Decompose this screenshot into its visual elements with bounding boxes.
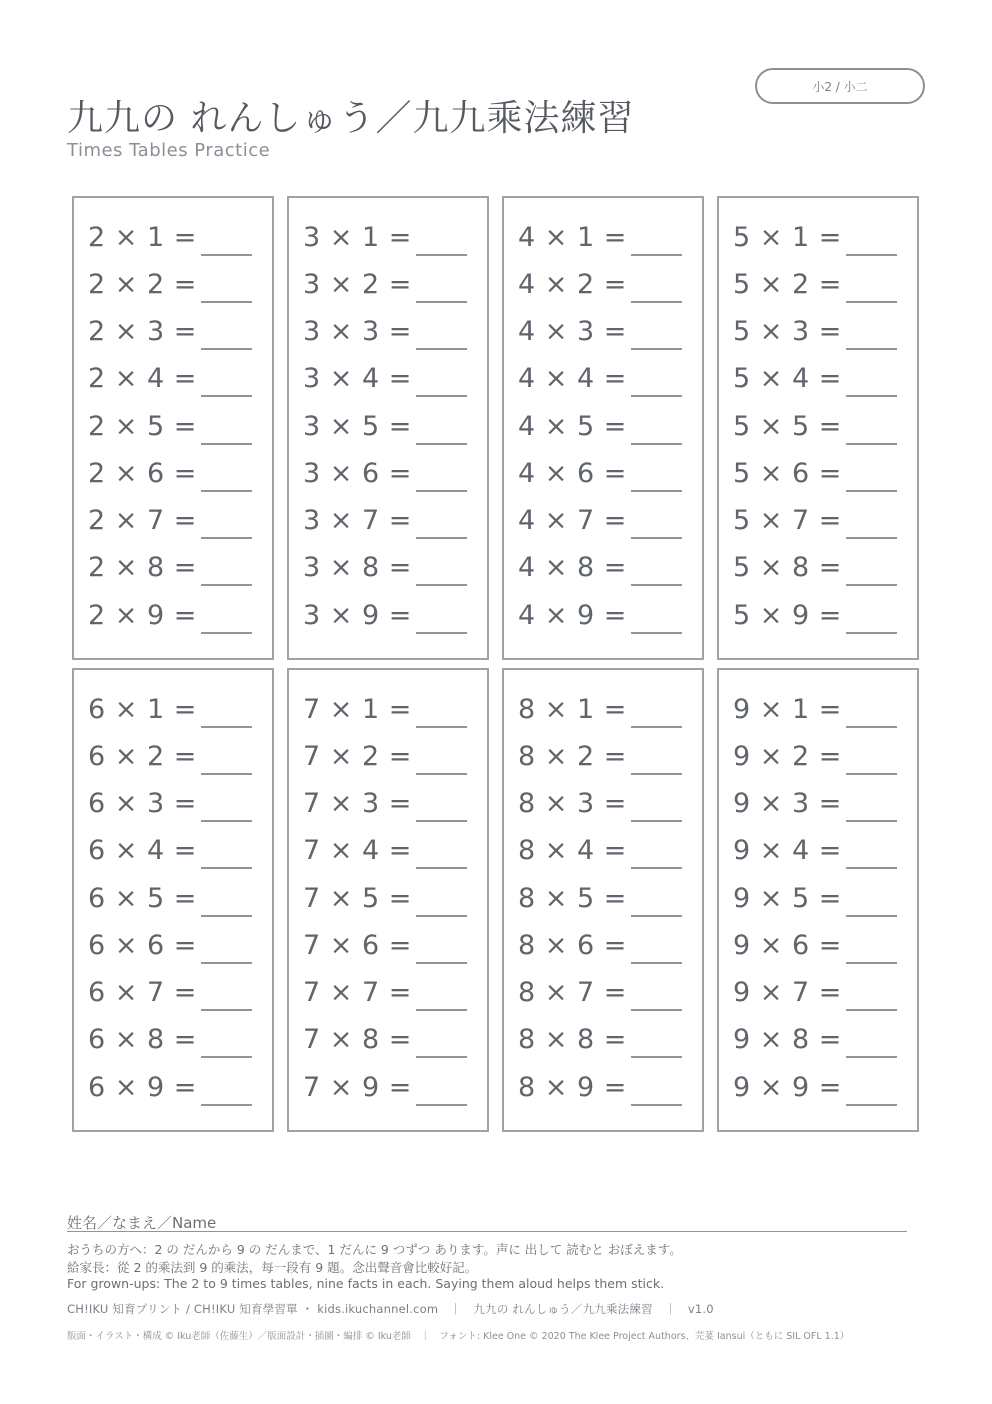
problem-expression: 8 × 7 = — [518, 976, 627, 1008]
problem-row — [303, 500, 483, 540]
problem-expression: 6 × 5 = — [88, 882, 197, 914]
problem-row — [518, 500, 698, 540]
answer-blank — [416, 726, 467, 728]
problem-expression: 6 × 2 = — [88, 740, 197, 772]
answer-blank — [416, 254, 467, 256]
problem-expression: 4 × 5 = — [518, 410, 627, 442]
times-table-card-8 — [502, 668, 704, 1132]
problem-row — [733, 783, 913, 823]
problem-expression: 8 × 2 = — [518, 740, 627, 772]
problem-expression: 5 × 5 = — [733, 410, 842, 442]
answer-blank — [846, 584, 897, 586]
problem-expression: 7 × 9 = — [303, 1071, 412, 1103]
times-table-card-6 — [72, 668, 274, 1132]
problem-expression: 5 × 3 = — [733, 315, 842, 347]
problem-expression: 6 × 8 = — [88, 1023, 197, 1055]
problem-row — [88, 547, 268, 587]
problem-expression: 2 × 6 = — [88, 457, 197, 489]
answer-blank — [631, 773, 682, 775]
answer-blank — [846, 632, 897, 634]
problem-row — [733, 217, 913, 257]
answer-blank — [416, 537, 467, 539]
problem-row — [518, 264, 698, 304]
problem-row — [518, 878, 698, 918]
problem-expression: 4 × 6 = — [518, 457, 627, 489]
problem-row — [733, 972, 913, 1012]
answer-blank — [416, 301, 467, 303]
problem-row — [518, 595, 698, 635]
answer-blank — [846, 820, 897, 822]
answer-blank — [846, 726, 897, 728]
problem-expression: 3 × 8 = — [303, 551, 412, 583]
problem-row — [733, 925, 913, 965]
answer-blank — [201, 962, 252, 964]
problem-row — [733, 453, 913, 493]
answer-blank — [416, 1056, 467, 1058]
answer-blank — [846, 537, 897, 539]
name-field-label: 姓名／なまえ／Name — [67, 1214, 217, 1232]
answer-blank — [846, 915, 897, 917]
problem-row — [303, 689, 483, 729]
problem-expression: 3 × 7 = — [303, 504, 412, 536]
problem-expression: 6 × 6 = — [88, 929, 197, 961]
problem-expression: 5 × 9 = — [733, 599, 842, 631]
answer-blank — [631, 962, 682, 964]
answer-blank — [631, 1009, 682, 1011]
answer-blank — [416, 820, 467, 822]
note-english: For grown-ups: The 2 to 9 times tables, nine facts in each. Saying them aloud helps them stick. — [67, 1276, 665, 1291]
problem-row — [733, 547, 913, 587]
problem-row — [733, 830, 913, 870]
problem-row — [518, 783, 698, 823]
answer-blank — [416, 443, 467, 445]
answer-blank — [846, 773, 897, 775]
problem-expression: 5 × 7 = — [733, 504, 842, 536]
answer-blank — [201, 254, 252, 256]
problem-row — [518, 1067, 698, 1107]
problem-row — [88, 1067, 268, 1107]
problem-expression: 8 × 9 = — [518, 1071, 627, 1103]
answer-blank — [631, 395, 682, 397]
problem-expression: 3 × 3 = — [303, 315, 412, 347]
answer-blank — [631, 726, 682, 728]
answer-blank — [846, 443, 897, 445]
problem-expression: 6 × 7 = — [88, 976, 197, 1008]
problem-row — [303, 878, 483, 918]
problem-row — [88, 689, 268, 729]
answer-blank — [201, 395, 252, 397]
problem-expression: 9 × 6 = — [733, 929, 842, 961]
problem-expression: 3 × 2 = — [303, 268, 412, 300]
times-table-card-3 — [287, 196, 489, 660]
problem-expression: 3 × 6 = — [303, 457, 412, 489]
problem-row — [303, 783, 483, 823]
answer-blank — [631, 820, 682, 822]
problem-expression: 9 × 1 = — [733, 693, 842, 725]
answer-blank — [416, 584, 467, 586]
page-title: 九九の れんしゅう／九九乘法練習 — [67, 98, 635, 139]
problem-row — [88, 217, 268, 257]
answer-blank — [416, 490, 467, 492]
answer-blank — [416, 632, 467, 634]
problem-row — [733, 500, 913, 540]
answer-blank — [846, 301, 897, 303]
problem-expression: 7 × 8 = — [303, 1023, 412, 1055]
answer-blank — [201, 915, 252, 917]
problem-expression: 9 × 9 = — [733, 1071, 842, 1103]
problem-expression: 4 × 9 = — [518, 599, 627, 631]
problem-row — [518, 1019, 698, 1059]
answer-blank — [416, 773, 467, 775]
problem-row — [518, 358, 698, 398]
problem-expression: 9 × 2 = — [733, 740, 842, 772]
answer-blank — [416, 1104, 467, 1106]
answer-blank — [201, 1009, 252, 1011]
answer-blank — [201, 1056, 252, 1058]
name-write-line — [67, 1231, 907, 1232]
problem-row — [303, 1019, 483, 1059]
problem-expression: 5 × 1 = — [733, 221, 842, 253]
problem-row — [303, 358, 483, 398]
problem-expression: 2 × 1 = — [88, 221, 197, 253]
problem-expression: 8 × 5 = — [518, 882, 627, 914]
problem-row — [88, 736, 268, 776]
problem-row — [518, 406, 698, 446]
problem-expression: 9 × 8 = — [733, 1023, 842, 1055]
times-table-card-5 — [717, 196, 919, 660]
problem-row — [303, 1067, 483, 1107]
problem-row — [518, 547, 698, 587]
answer-blank — [416, 348, 467, 350]
problem-expression: 4 × 1 = — [518, 221, 627, 253]
answer-blank — [201, 537, 252, 539]
problem-expression: 4 × 7 = — [518, 504, 627, 536]
problem-expression: 9 × 3 = — [733, 787, 842, 819]
problem-expression: 8 × 6 = — [518, 929, 627, 961]
answer-blank — [846, 1104, 897, 1106]
answer-blank — [416, 915, 467, 917]
answer-blank — [201, 1104, 252, 1106]
problem-expression: 4 × 3 = — [518, 315, 627, 347]
times-table-card-9 — [717, 668, 919, 1132]
problem-row — [518, 972, 698, 1012]
problem-row — [518, 830, 698, 870]
answer-blank — [846, 867, 897, 869]
problem-expression: 7 × 2 = — [303, 740, 412, 772]
problem-expression: 9 × 4 = — [733, 834, 842, 866]
problem-expression: 4 × 2 = — [518, 268, 627, 300]
problem-expression: 2 × 2 = — [88, 268, 197, 300]
problem-row — [518, 689, 698, 729]
problem-row — [733, 1067, 913, 1107]
problem-expression: 9 × 7 = — [733, 976, 842, 1008]
problem-expression: 7 × 5 = — [303, 882, 412, 914]
answer-blank — [416, 1009, 467, 1011]
problem-expression: 2 × 8 = — [88, 551, 197, 583]
problem-expression: 8 × 4 = — [518, 834, 627, 866]
problem-expression: 2 × 7 = — [88, 504, 197, 536]
problem-row — [88, 358, 268, 398]
problem-row — [303, 830, 483, 870]
problem-expression: 7 × 3 = — [303, 787, 412, 819]
problem-row — [88, 1019, 268, 1059]
problem-row — [88, 595, 268, 635]
problem-expression: 5 × 6 = — [733, 457, 842, 489]
answer-blank — [201, 301, 252, 303]
answer-blank — [201, 632, 252, 634]
problem-expression: 7 × 4 = — [303, 834, 412, 866]
problem-expression: 8 × 3 = — [518, 787, 627, 819]
times-table-card-2 — [72, 196, 274, 660]
problem-expression: 4 × 8 = — [518, 551, 627, 583]
problem-row — [733, 358, 913, 398]
problem-expression: 3 × 5 = — [303, 410, 412, 442]
problem-row — [88, 783, 268, 823]
problem-row — [303, 972, 483, 1012]
problem-row — [88, 972, 268, 1012]
license-line: 版面・イラスト・構成 © Iku老師（佐藤生）／版面設計・插圖・編排 © Iku老師 ｜ フォント: Klee One © 2020 The Klee Project Authors、芫荽 Iansui（ともに SIL OFL 1.1） — [67, 1331, 850, 1342]
answer-blank — [631, 632, 682, 634]
problem-expression: 5 × 8 = — [733, 551, 842, 583]
problem-expression: 8 × 1 = — [518, 693, 627, 725]
times-tables-grid — [72, 196, 920, 1132]
problem-expression: 6 × 9 = — [88, 1071, 197, 1103]
problem-row — [518, 311, 698, 351]
answer-blank — [631, 1104, 682, 1106]
problem-expression: 2 × 4 = — [88, 362, 197, 394]
problem-row — [733, 595, 913, 635]
answer-blank — [846, 348, 897, 350]
note-chinese: 給家長：從 2 的乘法到 9 的乘法，每一段有 9 題。念出聲音會比較好記。 — [67, 1260, 478, 1275]
credits-line: CH!IKU 知育プリント / CH!IKU 知育學習單 ・ kids.ikuchannel.com ｜ 九九の れんしゅう／九九乘法練習 ｜ v1.0 — [67, 1302, 714, 1316]
problem-row — [733, 736, 913, 776]
problem-row — [303, 217, 483, 257]
problem-expression: 3 × 4 = — [303, 362, 412, 394]
times-table-card-7 — [287, 668, 489, 1132]
answer-blank — [631, 537, 682, 539]
problem-expression: 7 × 1 = — [303, 693, 412, 725]
problem-expression: 2 × 5 = — [88, 410, 197, 442]
answer-blank — [631, 915, 682, 917]
answer-blank — [631, 1056, 682, 1058]
problem-row — [733, 689, 913, 729]
problem-expression: 6 × 4 = — [88, 834, 197, 866]
answer-blank — [201, 726, 252, 728]
problem-expression: 3 × 9 = — [303, 599, 412, 631]
answer-blank — [416, 395, 467, 397]
problem-row — [303, 736, 483, 776]
problem-row — [303, 547, 483, 587]
problem-expression: 4 × 4 = — [518, 362, 627, 394]
answer-blank — [201, 773, 252, 775]
note-japanese: おうちの方へ：2 の だんから 9 の だんまで、1 だんに 9 つずつ あります。声に 出して 読むと おぼえます。 — [67, 1242, 682, 1257]
problem-row — [88, 311, 268, 351]
answer-blank — [846, 962, 897, 964]
problem-row — [88, 878, 268, 918]
answer-blank — [631, 301, 682, 303]
problem-row — [303, 264, 483, 304]
problem-expression: 9 × 5 = — [733, 882, 842, 914]
problem-row — [518, 217, 698, 257]
problem-expression: 3 × 1 = — [303, 221, 412, 253]
answer-blank — [846, 395, 897, 397]
problem-row — [518, 736, 698, 776]
problem-expression: 6 × 1 = — [88, 693, 197, 725]
problem-row — [733, 264, 913, 304]
problem-row — [733, 406, 913, 446]
answer-blank — [846, 254, 897, 256]
problem-row — [303, 311, 483, 351]
answer-blank — [846, 490, 897, 492]
problem-row — [88, 830, 268, 870]
answer-blank — [631, 348, 682, 350]
answer-blank — [846, 1056, 897, 1058]
times-table-card-4 — [502, 196, 704, 660]
problem-row — [303, 595, 483, 635]
problem-row — [733, 1019, 913, 1059]
problem-expression: 5 × 2 = — [733, 268, 842, 300]
problem-row — [733, 878, 913, 918]
problem-row — [88, 453, 268, 493]
problem-row — [88, 406, 268, 446]
problem-expression: 2 × 9 = — [88, 599, 197, 631]
problem-row — [88, 925, 268, 965]
problem-row — [303, 406, 483, 446]
grade-badge: 小2 / 小二 — [755, 68, 925, 104]
answer-blank — [201, 490, 252, 492]
problem-expression: 7 × 6 = — [303, 929, 412, 961]
answer-blank — [416, 962, 467, 964]
answer-blank — [201, 820, 252, 822]
problem-expression: 5 × 4 = — [733, 362, 842, 394]
answer-blank — [631, 443, 682, 445]
problem-row — [518, 453, 698, 493]
problem-row — [733, 311, 913, 351]
answer-blank — [846, 1009, 897, 1011]
problem-row — [88, 264, 268, 304]
answer-blank — [631, 867, 682, 869]
answer-blank — [631, 254, 682, 256]
answer-blank — [416, 867, 467, 869]
answer-blank — [201, 443, 252, 445]
problem-row — [303, 925, 483, 965]
problem-row — [88, 500, 268, 540]
problem-expression: 6 × 3 = — [88, 787, 197, 819]
problem-expression: 8 × 8 = — [518, 1023, 627, 1055]
problem-row — [518, 925, 698, 965]
answer-blank — [201, 348, 252, 350]
problem-expression: 7 × 7 = — [303, 976, 412, 1008]
problem-row — [303, 453, 483, 493]
answer-blank — [201, 867, 252, 869]
answer-blank — [631, 490, 682, 492]
page-subtitle: Times Tables Practice — [67, 140, 271, 161]
problem-expression: 2 × 3 = — [88, 315, 197, 347]
answer-blank — [201, 584, 252, 586]
answer-blank — [631, 584, 682, 586]
